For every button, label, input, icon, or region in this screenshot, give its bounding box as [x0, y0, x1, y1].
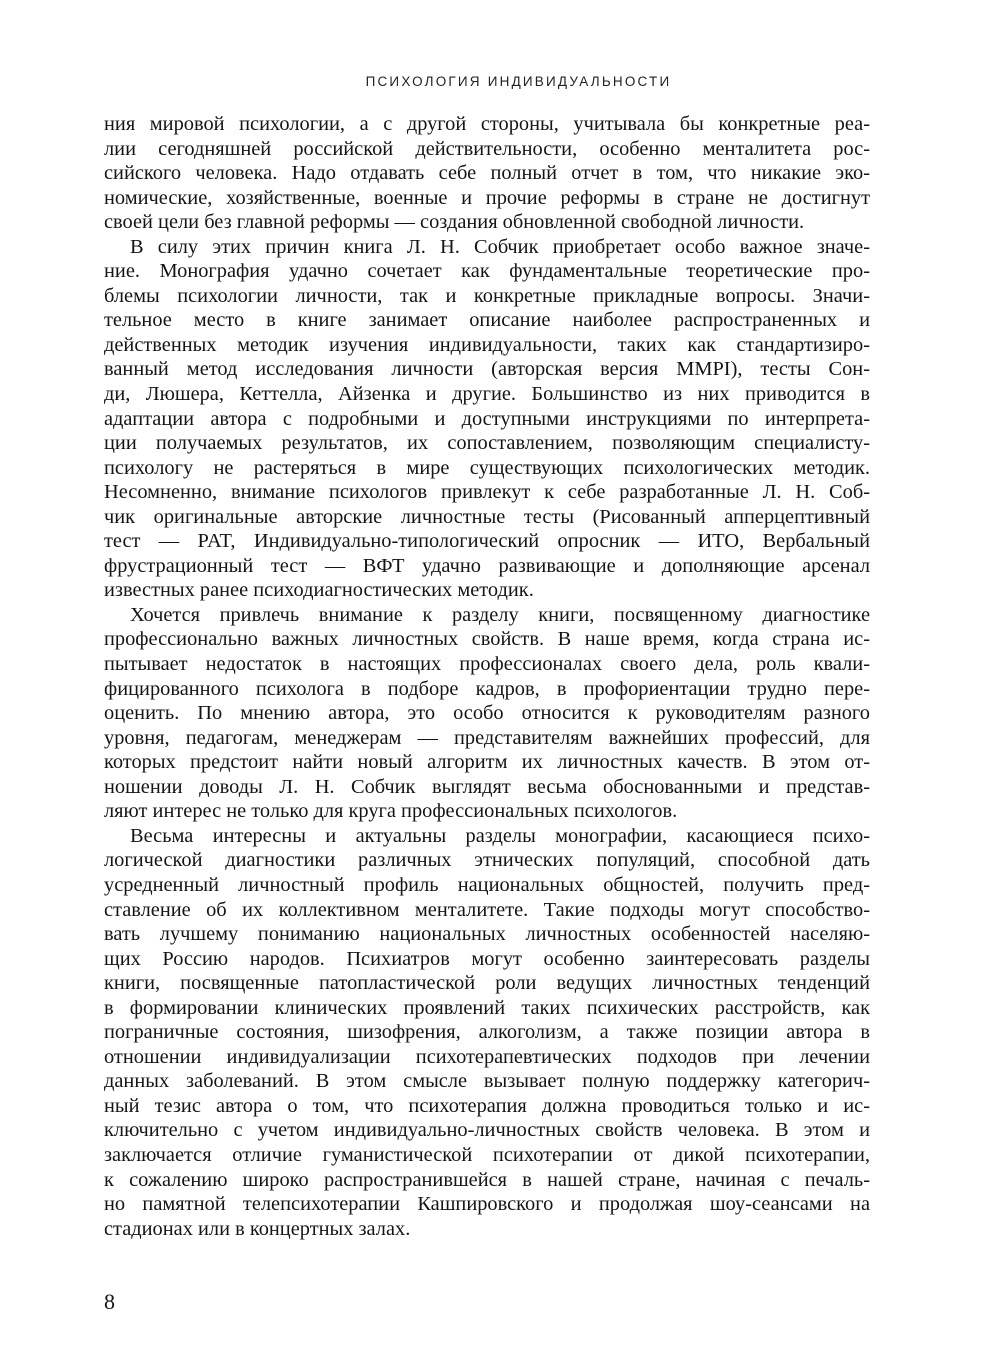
page-number: 8 [104, 1289, 115, 1314]
text-line: ния мировой психологии, а с другой стороны, учитывала бы конкретные реа- [104, 113, 870, 135]
text-line: тельное место в книге занимает описание наиболее распространенных и [104, 309, 870, 332]
text-line: отношении индивидуализации психотерапевтических подходов при лечении [104, 1045, 870, 1068]
text-line: ный тезис автора о том, что психотерапия должна проводиться только и ис- [104, 1094, 870, 1117]
text-line: ключительно с учетом индивидуально-личностных свойств человека. В этом и [104, 1119, 870, 1142]
text-line: но памятной телепсихотерапии Кашпировского и продолжая шоу-сеансами на [104, 1193, 870, 1216]
text-line: известных ранее психодиагностических методик. [104, 579, 534, 602]
text-line: заключается отличие гуманистической психотерапии от дикой психотерапии, [104, 1143, 870, 1166]
text-line: которых предстоит найти новый алгоритм их личностных качеств. В этом от- [104, 751, 870, 774]
text-line: ношении доводы Л. Н. Собчик выглядят весьма обоснованными и представ- [104, 775, 870, 798]
text-line: действенных методик изучения индивидуальности, таких как стандартизиро- [104, 333, 870, 356]
text-line: вать лучшему пониманию национальных личностных особенностей населяю- [104, 923, 870, 946]
text-line: ние. Монография удачно сочетает как фундаментальные теоретические про- [104, 260, 870, 283]
text-line: к сожалению широко распространившейся в нашей стране, начиная с печаль- [104, 1168, 870, 1191]
text-line: ции получаемых результатов, их сопоставлением, позволяющим специалисту- [104, 432, 870, 455]
text-line: своей цели без главной реформы — создания обновленной свободной личности. [104, 211, 805, 234]
text-line: Несомненно, внимание психологов привлекут к себе разработанные Л. Н. Соб- [104, 481, 870, 504]
text-line: пограничные состояния, шизофрения, алкоголизм, а также позиции автора в [104, 1021, 870, 1044]
paragraph-first-line: Хочется привлечь внимание к разделу книги, посвященному диагностике [130, 603, 870, 626]
text-line: тест — PAT, Индивидуально-типологический опросник — ИТО, Вербальный [104, 530, 870, 553]
text-line: в формировании клинических проявлений таких психических расстройств, как [104, 996, 870, 1019]
text-line: ставление об их коллективном менталитете. Такие подходы могут способство- [104, 898, 870, 921]
text-line: оценить. По мнению автора, это особо относится к руководителям разного [104, 702, 870, 725]
text-line: номические, хозяйственные, военные и прочие реформы в стране не достигнут [104, 186, 870, 209]
text-line: блемы психологии личности, так и конкретные прикладные вопросы. Значи- [104, 284, 870, 307]
text-line: логической диагностики различных этнических популяций, способной дать [104, 849, 870, 872]
text-line: стадионах или в концертных залах. [104, 1217, 411, 1240]
text-line: данных заболеваний. В этом смысле вызывает полную поддержку категорич- [104, 1070, 870, 1093]
text-line: сийского человека. Надо отдавать себе полный отчет в том, что никакие эко- [104, 162, 870, 185]
paragraph-first-line: Весьма интересны и актуальны разделы монографии, касающиеся психо- [130, 824, 870, 847]
text-line: щих Россию народов. Психиатров могут особенно заинтересовать разделы [104, 947, 870, 970]
paragraph-first-line: В силу этих причин книга Л. Н. Собчик приобретает особо важное значе- [130, 235, 870, 258]
text-line: усредненный личностный профиль национальных общностей, получить пред- [104, 873, 870, 896]
text-line: уровня, педагогам, менеджерам — представителям важнейших профессий, для [104, 726, 870, 749]
text-line: ляют интерес не только для круга профессиональных психологов. [104, 800, 678, 823]
text-line: ванный метод исследования личности (авторская версия MMPI), тесты Сон- [104, 358, 870, 381]
text-line: книги, посвященные патопластической роли ведущих личностных тенденций [104, 972, 870, 995]
text-line: фицированного психолога в подборе кадров, в профориентации трудно пере- [104, 677, 870, 700]
text-line: пытывает недостаток в настоящих профессионалах своего дела, роль квали- [104, 653, 870, 676]
text-line: профессионально важных личностных свойств. В наше время, когда страна ис- [104, 628, 870, 651]
running-head: ПСИХОЛОГИЯ ИНДИВИДУАЛЬНОСТИ [365, 74, 672, 89]
text-line: лии сегодняшней российской действительности, особенно менталитета рос- [104, 137, 870, 160]
text-line: адаптации автора с подробными и доступными инструкциями по интерпрета- [104, 407, 870, 430]
text-line: психологу не растеряться в мире существующих психологических методик. [104, 456, 870, 479]
text-line: чик оригинальные авторские личностные тесты (Рисованный апперцептивный [104, 505, 870, 528]
text-line: фрустрационный тест — ВФТ удачно развивающие и дополняющие арсенал [104, 554, 870, 577]
text-line: ди, Люшера, Кеттелла, Айзенка и другие. Большинство из них приводится в [104, 383, 870, 406]
body-text [104, 112, 870, 1241]
